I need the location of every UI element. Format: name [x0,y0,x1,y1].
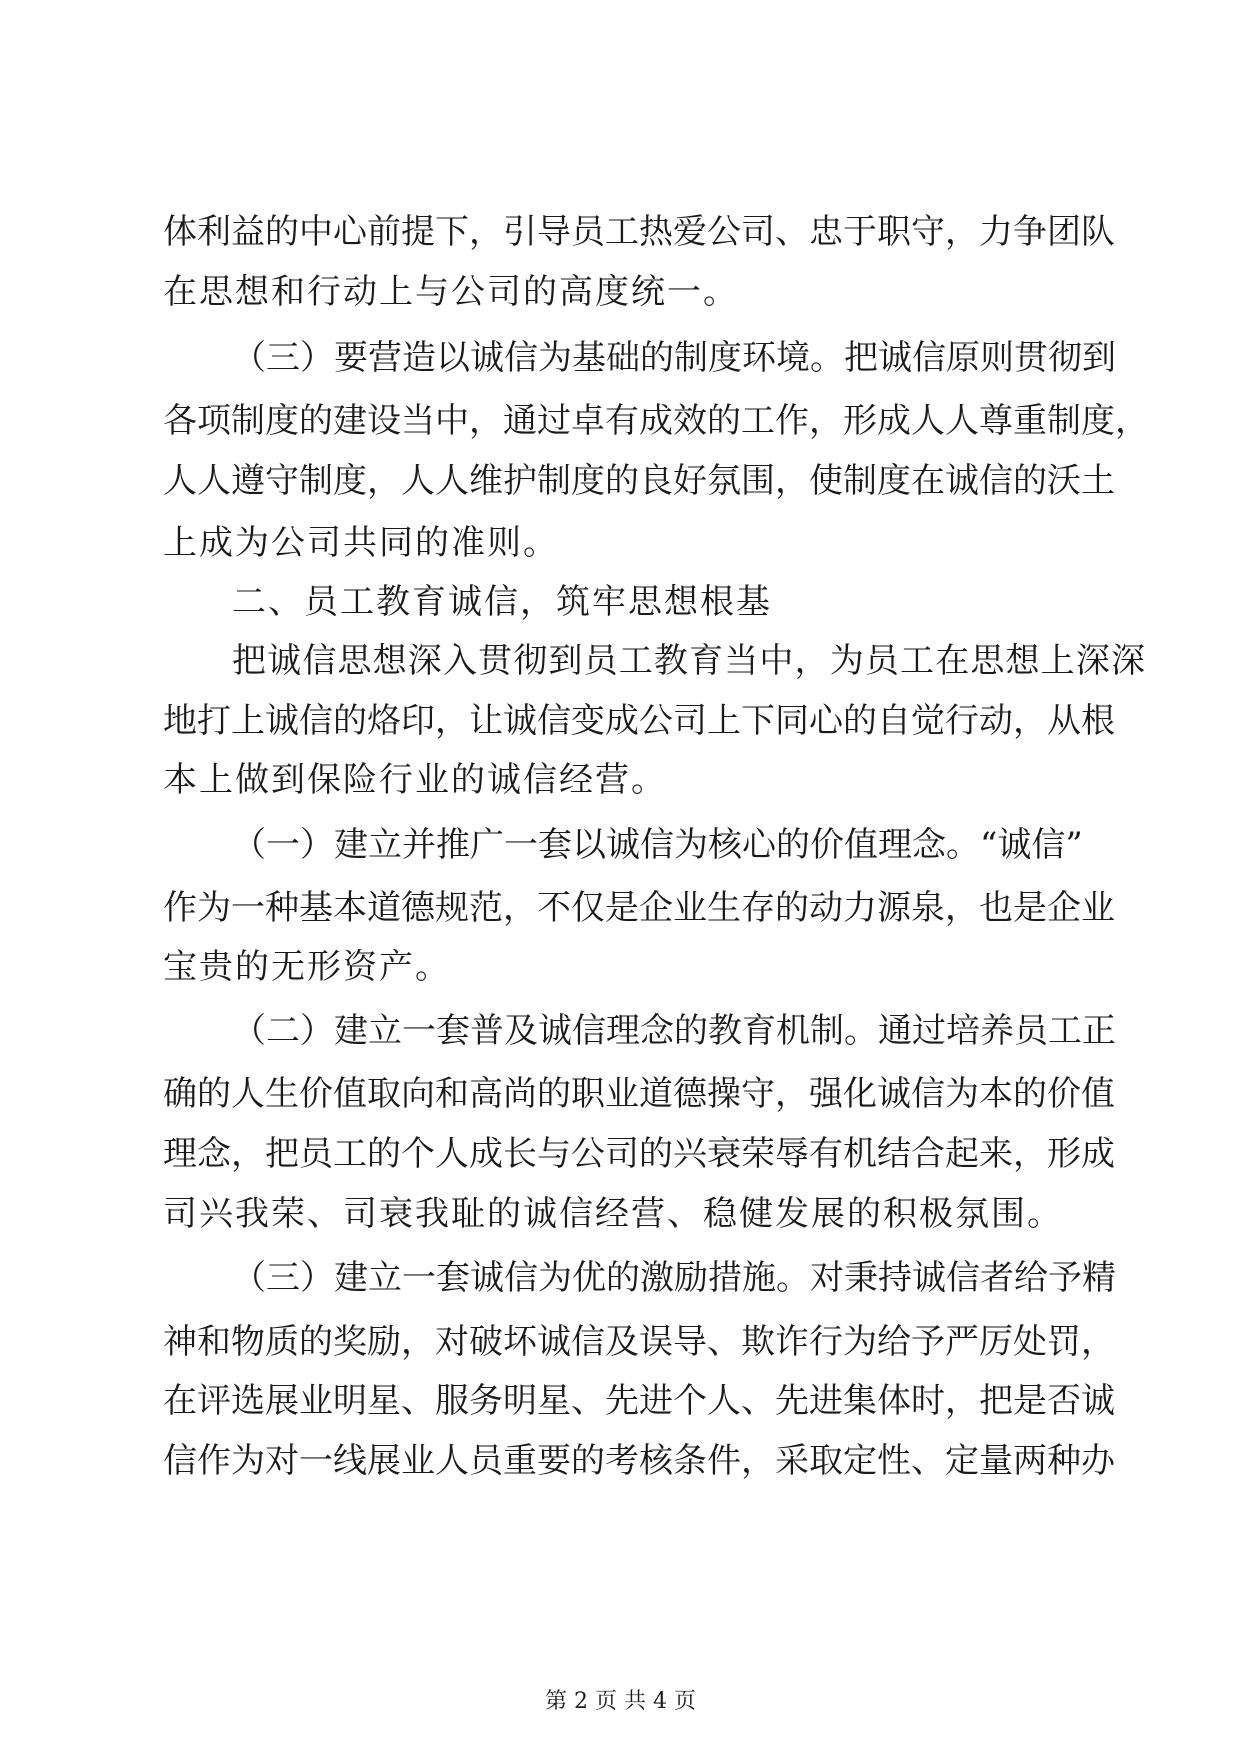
body-line-16: 理念，把员工的个人成长与公司的兴衰荣辱有机结合起来，形成 [163,1134,1115,1174]
body-line-3: （三）要营造以诚信为基础的制度环境。把诚信原则贯彻到 [232,338,1116,378]
body-line-1: 体利益的中心前提下，引导员工热爱公司、忠于职守，力争团队 [163,212,1115,252]
body-line-11: （一）建立并推广一套以诚信为核心的价值理念。“诚信” [232,825,1083,865]
body-line-6: 上成为公司共同的准则。 [163,523,559,563]
body-line-2: 在思想和行动上与公司的高度统一。 [163,272,739,312]
body-line-12: 作为一种基本道德规范，不仅是企业生存的动力源泉，也是企业 [163,888,1115,928]
body-line-18: （三）建立一套诚信为优的激励措施。对秉持诚信者给予精 [232,1258,1116,1298]
section-heading: 二、员工教育诚信，筑牢思想根基 [232,582,772,622]
body-line-4: 各项制度的建设当中，通过卓有成效的工作，形成人人尊重制度， [163,401,1149,441]
body-line-10: 本上做到保险行业的诚信经营。 [163,760,667,800]
body-line-21: 信作为对一线展业人员重要的考核条件，采取定性、定量两种办 [163,1441,1115,1481]
body-line-8: 把诚信思想深入贯彻到员工教育当中，为员工在思想上深深 [232,641,1145,681]
body-line-17: 司兴我荣、司衰我耻的诚信经营、稳健发展的积极氛围。 [163,1194,1063,1234]
body-line-9: 地打上诚信的烙印，让诚信变成公司上下同心的自觉行动，从根 [163,701,1115,741]
page-number-footer: 第 2 页 共 4 页 [545,1689,696,1714]
body-line-20: 在评选展业明星、服务明星、先进个人、先进集体时，把是否诚 [163,1381,1115,1421]
body-line-15: 确的人生价值取向和高尚的职业道德操守，强化诚信为本的价值 [163,1074,1115,1114]
body-line-13: 宝贵的无形资产。 [163,947,451,987]
body-line-19: 神和物质的奖励，对破坏诚信及误导、欺诈行为给予严厉处罚， [163,1322,1115,1362]
body-line-14: （二）建立一套普及诚信理念的教育机制。通过培养员工正 [232,1011,1116,1051]
body-line-5: 人人遵守制度，人人维护制度的良好氛围，使制度在诚信的沃土 [163,461,1115,501]
